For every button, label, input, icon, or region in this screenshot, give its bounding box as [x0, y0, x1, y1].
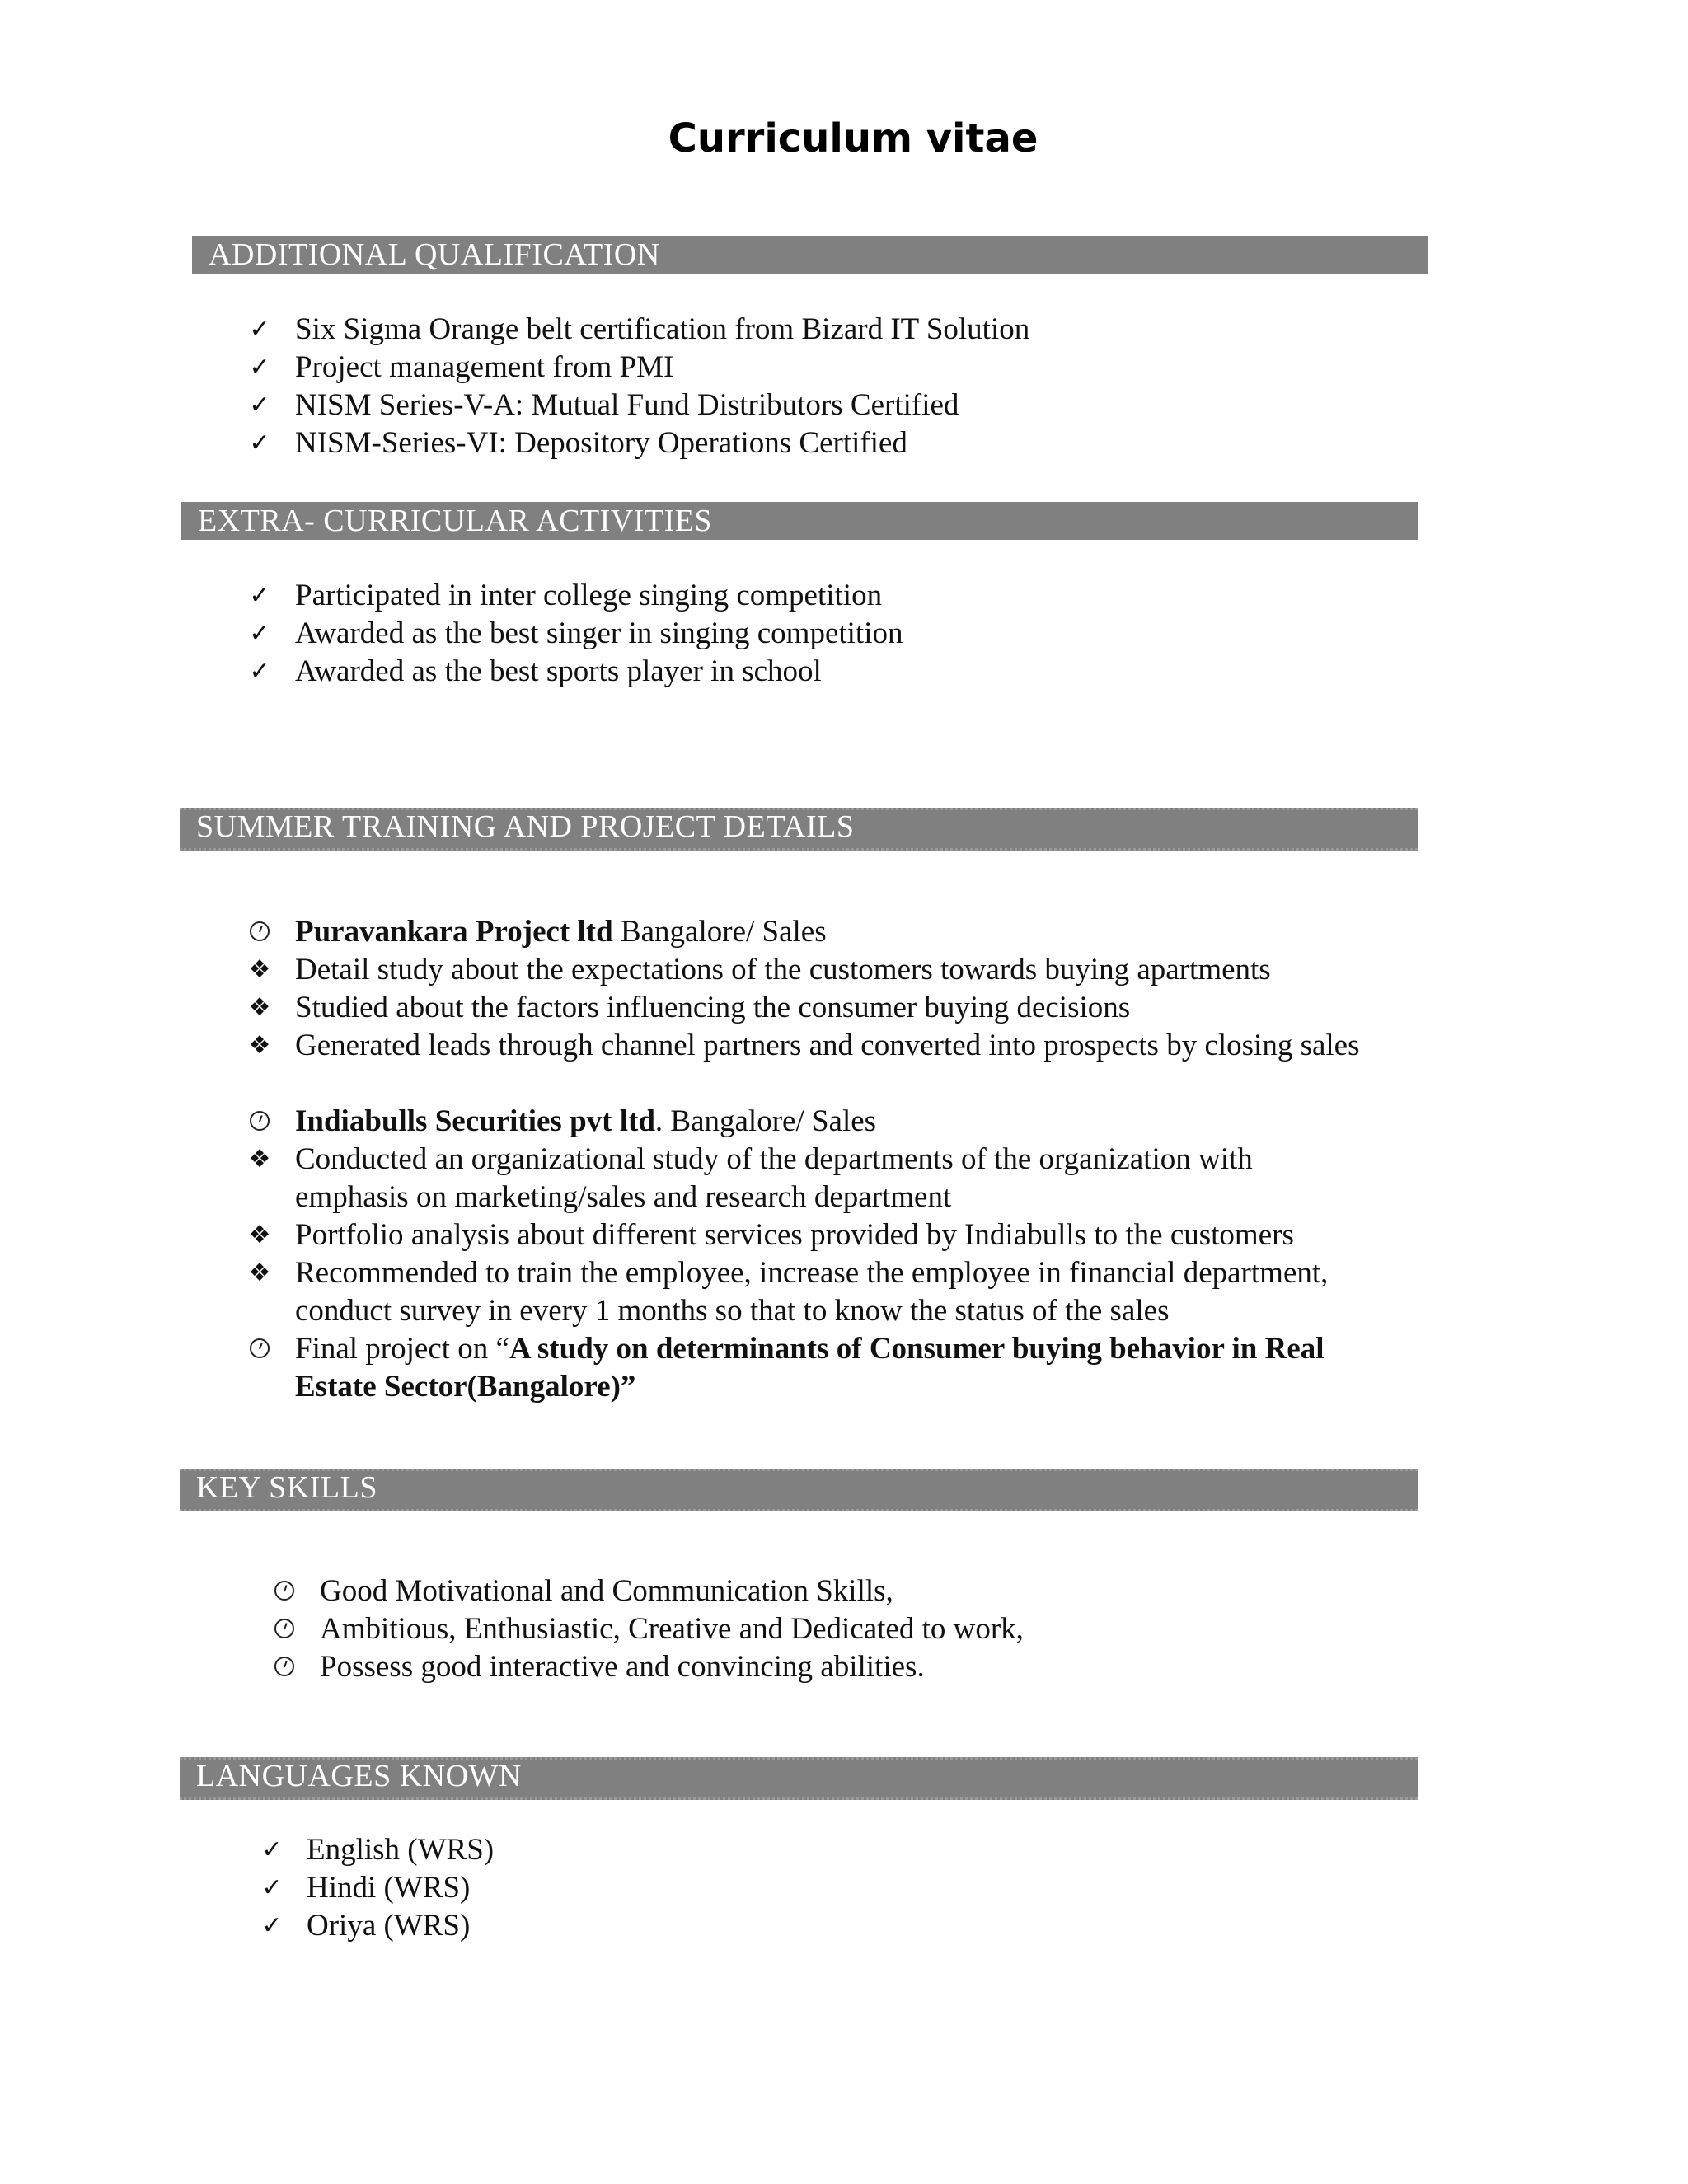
four-diamond-bullet-icon: ❖	[248, 1145, 271, 1174]
check-icon: ✓	[249, 429, 270, 457]
clock-bullet-icon	[250, 1111, 270, 1131]
check-icon: ✓	[261, 1873, 283, 1902]
final-project-prefix: Final project on “	[295, 1332, 509, 1366]
company-heading	[295, 1103, 876, 1141]
company-name: Indiabulls Securities pvt ltd	[295, 1104, 655, 1138]
list-item: English (WRS)	[307, 1833, 495, 1867]
list-item: Six Sigma Orange belt certification from Bizard IT Solution	[295, 312, 1030, 346]
section-heading-languages	[180, 1757, 1418, 1800]
section-heading-key-skills	[180, 1469, 1418, 1511]
list-item: Possess good interactive and convincing abilities.	[320, 1650, 925, 1684]
list-item: Good Motivational and Communication Skills,	[320, 1574, 893, 1608]
four-diamond-bullet-icon: ❖	[248, 1221, 271, 1249]
section-heading-summer-training	[180, 808, 1418, 851]
check-icon: ✓	[249, 657, 270, 686]
clock-bullet-icon	[274, 1619, 294, 1638]
check-icon: ✓	[249, 619, 270, 648]
clock-bullet-icon	[250, 1338, 270, 1358]
company-location: . Bangalore/ Sales	[654, 1104, 877, 1138]
check-icon: ✓	[249, 315, 270, 344]
final-project-title: A study on determinants of Consumer buying behavior in Real Estate Sector(Bangalore)”	[295, 1332, 1325, 1404]
list-item: Participated in inter college singing competition	[295, 579, 883, 612]
list-item: Awarded as the best sports player in school	[295, 654, 822, 688]
list-item: Studied about the factors influencing the consumer buying decisions	[295, 991, 1131, 1024]
company-location: Bangalore/ Sales	[612, 915, 827, 949]
section-heading-text: SUMMER TRAINING AND PROJECT DETAILS	[196, 809, 855, 844]
check-icon: ✓	[261, 1835, 283, 1864]
list-item: Awarded as the best singer in singing competition	[295, 616, 903, 650]
company-name: Puravankara Project ltd	[295, 915, 613, 949]
check-icon: ✓	[249, 581, 270, 610]
list-item: Detail study about the expectations of the customers towards buying apartments	[295, 953, 1271, 987]
clock-bullet-icon	[250, 921, 270, 941]
list-item: Project management from PMI	[295, 350, 674, 384]
list-item: Hindi (WRS)	[307, 1871, 471, 1905]
four-diamond-bullet-icon: ❖	[248, 955, 271, 984]
clock-bullet-icon	[274, 1581, 294, 1601]
list-item: Oriya (WRS)	[307, 1909, 471, 1943]
section-heading-text: KEY SKILLS	[196, 1470, 377, 1505]
check-icon: ✓	[261, 1911, 283, 1940]
list-item: Recommended to train the employee, increase the employee in financial department, conduct survey in every 1 months so that to know the status of the sales	[295, 1256, 1329, 1328]
section-heading-text: ADDITIONAL QUALIFICATION	[209, 237, 660, 272]
four-diamond-bullet-icon: ❖	[248, 1031, 271, 1060]
list-item: NISM Series-V-A: Mutual Fund Distributors Certified	[295, 388, 959, 422]
list-item: Ambitious, Enthusiastic, Creative and Dedicated to work,	[320, 1612, 1024, 1646]
check-icon: ✓	[249, 353, 270, 382]
clock-bullet-icon	[274, 1657, 294, 1676]
section-heading-additional-qualification	[192, 236, 1428, 274]
list-item: NISM-Series-VI: Depository Operations Certified	[295, 426, 907, 460]
list-item: Generated leads through channel partners and converted into prospects by closing sales	[295, 1029, 1360, 1062]
section-heading-text: EXTRA- CURRICULAR ACTIVITIES	[198, 504, 713, 538]
list-item: Portfolio analysis about different services provided by Indiabulls to the customers	[295, 1218, 1294, 1252]
section-heading-text: LANGUAGES KNOWN	[196, 1759, 522, 1793]
section-heading-extra-curricular	[181, 502, 1418, 540]
company-heading	[295, 913, 827, 951]
list-item: Conducted an organizational study of the departments of the organization with emphasis on marketing/sales and research department	[295, 1142, 1253, 1214]
four-diamond-bullet-icon: ❖	[248, 993, 271, 1022]
final-project	[295, 1330, 1408, 1406]
four-diamond-bullet-icon: ❖	[248, 1258, 271, 1287]
check-icon: ✓	[249, 391, 270, 419]
document-title: Curriculum vitae	[668, 115, 1039, 162]
